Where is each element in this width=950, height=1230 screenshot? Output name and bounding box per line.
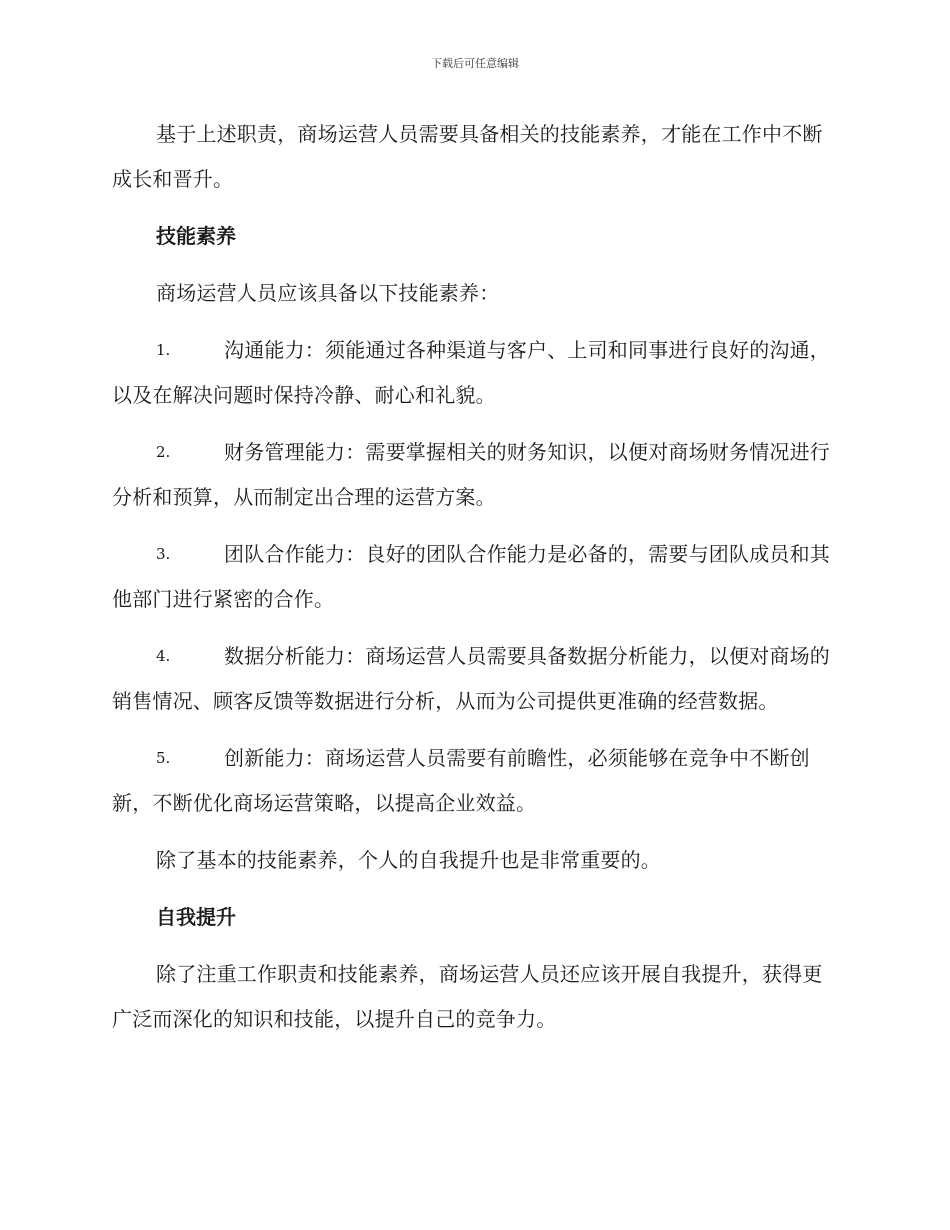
document-body: [112, 112, 834, 1054]
skill-item-text: 沟通能力：须能通过各种渠道与客户、上司和同事进行良好的沟通，以及在解决问题时保持冷静、耐心和礼貌。: [112, 338, 830, 407]
skill-item-number: 2.: [156, 443, 171, 461]
skill-item-2: [112, 430, 834, 520]
skill-item-4: [112, 634, 834, 724]
skills-closing-paragraph: 除了基本的技能素养，个人的自我提升也是非常重要的。: [156, 848, 661, 872]
intro-paragraph: 基于上述职责，商场运营人员需要具备相关的技能素养，才能在工作中不断成长和晋升。: [112, 122, 823, 191]
skill-item-number: 3.: [156, 545, 171, 563]
self-improvement-heading: 自我提升: [156, 905, 236, 929]
skills-lead-paragraph: 商场运营人员应该具备以下技能素养：: [156, 281, 500, 305]
skill-item-text: 创新能力：商场运营人员需要有前瞻性，必须能够在竞争中不断创新，不断优化商场运营策略，以提高企业效益。: [112, 746, 810, 815]
skills-heading: 技能素养: [156, 224, 236, 248]
skill-item-number: 5.: [156, 749, 171, 767]
skill-item-1: [112, 328, 834, 418]
skill-item-text: 财务管理能力：需要掌握相关的财务知识，以便对商场财务情况进行分析和预算，从而制定出合理的运营方案。: [112, 440, 830, 509]
skill-item-text: 数据分析能力：商场运营人员需要具备数据分析能力，以便对商场的销售情况、顾客反馈等数据进行分析，从而为公司提供更准确的经营数据。: [112, 644, 830, 713]
skill-item-text: 团队合作能力：良好的团队合作能力是必备的，需要与团队成员和其他部门进行紧密的合作。: [112, 542, 830, 611]
skill-item-number: 4.: [156, 647, 171, 665]
self-improvement-paragraph: 除了注重工作职责和技能素养，商场运营人员还应该开展自我提升，获得更广泛而深化的知识和技能，以提升自己的竞争力。: [112, 962, 823, 1031]
skill-item-5: [112, 736, 834, 826]
header-note: 下载后可任意编辑: [431, 57, 519, 70]
skill-item-number: 1.: [156, 341, 171, 359]
skill-item-3: [112, 532, 834, 622]
